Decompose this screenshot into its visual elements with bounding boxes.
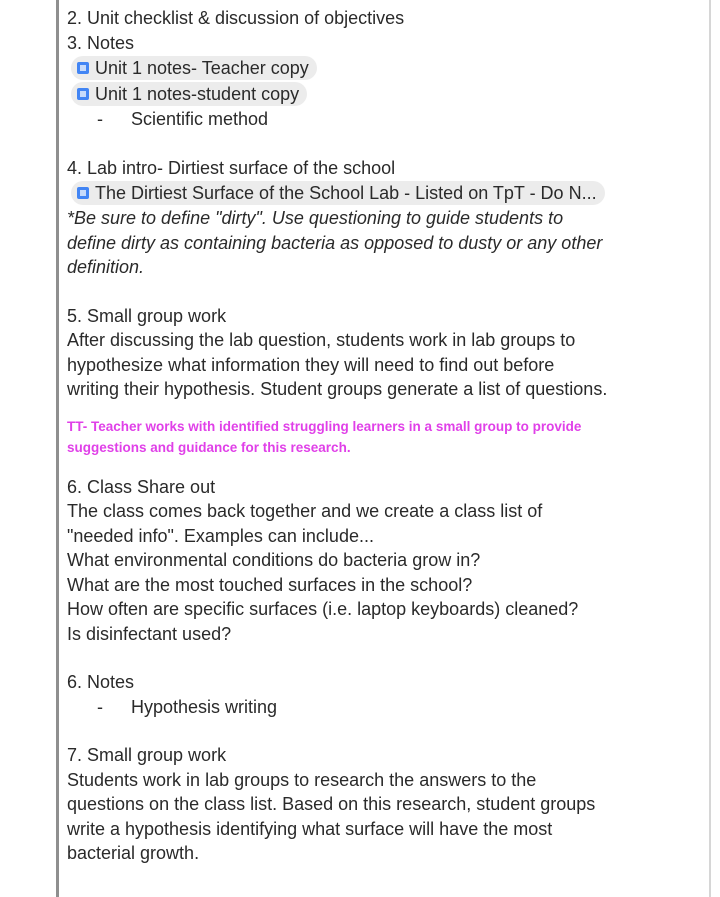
text-line: bacterial growth. bbox=[67, 843, 200, 863]
note-line: *Be sure to define "dirty". Use questioning to guide students to bbox=[67, 208, 564, 228]
bullet-hypothesis bbox=[67, 695, 707, 720]
chip-label: Unit 1 notes- Teacher copy bbox=[95, 57, 309, 78]
student-notes-chip[interactable] bbox=[71, 82, 307, 106]
bullet-dash: - bbox=[97, 109, 103, 129]
teacher-notes-chip[interactable] bbox=[71, 56, 317, 80]
chip-label: Unit 1 notes-student copy bbox=[95, 83, 300, 104]
text-line: What environmental conditions do bacteria grow in? bbox=[67, 550, 481, 570]
lesson-document bbox=[67, 6, 707, 866]
text-line: How often are specific surfaces (i.e. laptop keyboards) cleaned? bbox=[67, 599, 579, 619]
right-border bbox=[709, 0, 711, 897]
left-border bbox=[56, 0, 59, 897]
text-line: After discussing the lab question, students work in lab groups to bbox=[67, 330, 576, 350]
bullet-dash: - bbox=[97, 696, 103, 717]
text-line: Is disinfectant used? bbox=[67, 623, 232, 644]
doc-icon bbox=[77, 88, 89, 100]
chip-label: The Dirtiest Surface of the School Lab - Listed on TpT - Do N... bbox=[95, 182, 597, 203]
item-6-share-out: 6. Class Share out bbox=[67, 476, 216, 497]
tt-note-line: suggestions and guidance for this research. bbox=[67, 439, 351, 455]
text-line: "needed info". Examples can include... bbox=[67, 525, 374, 546]
text-line: Students work in lab groups to research the answers to the bbox=[67, 769, 537, 790]
bullet-text: Hypothesis writing bbox=[131, 696, 278, 717]
text-line: write a hypothesis identifying what surface will have the most bbox=[67, 818, 553, 839]
doc-icon bbox=[77, 187, 89, 199]
text-line: What are the most touched surfaces in the school? bbox=[67, 574, 473, 595]
text-line: hypothesize what information they will need to find out before bbox=[67, 354, 555, 375]
item-5: 5. Small group work bbox=[67, 305, 227, 326]
item-2: 2. Unit checklist & discussion of objectives bbox=[67, 8, 405, 28]
item-7: 7. Small group work bbox=[67, 745, 227, 765]
note-line: definition. bbox=[67, 257, 145, 277]
lab-chip[interactable] bbox=[71, 181, 605, 205]
item-6-notes: 6. Notes bbox=[67, 672, 135, 692]
text-line: writing their hypothesis. Student groups generate a list of questions. bbox=[67, 379, 608, 399]
doc-icon bbox=[77, 62, 89, 74]
bullet-text: Scientific method bbox=[131, 109, 269, 129]
text-line: The class comes back together and we create a class list of bbox=[67, 501, 543, 521]
text-line: questions on the class list. Based on this research, student groups bbox=[67, 794, 596, 814]
bullet-scientific-method bbox=[67, 107, 707, 132]
note-line: define dirty as containing bacteria as opposed to dusty or any other bbox=[67, 232, 603, 253]
item-4: 4. Lab intro- Dirtiest surface of the school bbox=[67, 157, 396, 178]
tt-note-line: TT- Teacher works with identified struggling learners in a small group to provide bbox=[67, 418, 582, 434]
item-3: 3. Notes bbox=[67, 32, 135, 53]
